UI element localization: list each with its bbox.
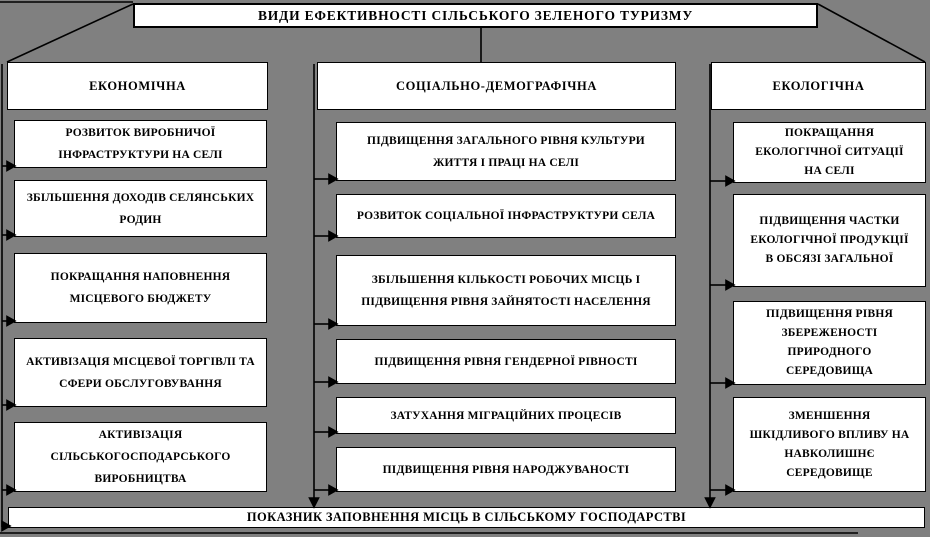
column-header-socio-demographic: СОЦІАЛЬНО-ДЕМОГРАФІЧНА [317, 62, 676, 110]
ecological-item-1: ПОКРАЩАННЯ ЕКОЛОГІЧНОЇ СИТУАЦІЇ НА СЕЛІ [733, 122, 926, 183]
economic-item-5: АКТИВІЗАЦІЯ СІЛЬСЬКОГОСПОДАРСЬКОГО ВИРОБНИЦТВА [14, 422, 267, 492]
ecological-connector [706, 64, 735, 507]
ecological-item-2: ПІДВИЩЕННЯ ЧАСТКИ ЕКОЛОГІЧНОЇ ПРОДУКЦІЇ В ОБСЯЗІ ЗАГАЛЬНОЇ [733, 194, 926, 287]
socio-item-2: РОЗВИТОК СОЦІАЛЬНОЇ ІНФРАСТРУКТУРИ СЕЛА [336, 194, 676, 238]
title-box: ВИДИ ЕФЕКТИВНОСТІ СІЛЬСЬКОГО ЗЕЛЕНОГО ТУРИЗМУ [133, 3, 818, 28]
socio-item-6: ПІДВИЩЕННЯ РІВНЯ НАРОДЖУВАНОСТІ [336, 447, 676, 492]
ecological-item-3: ПІДВИЩЕННЯ РІВНЯ ЗБЕРЕЖЕНОСТІ ПРИРОДНОГО СЕРЕДОВИЩА [733, 301, 926, 385]
socio-item-5: ЗАТУХАННЯ МІГРАЦІЙНИХ ПРОЦЕСІВ [336, 397, 676, 434]
economic-item-4: АКТИВІЗАЦІЯ МІСЦЕВОЇ ТОРГІВЛІ ТА СФЕРИ ОБСЛУГОВУВАННЯ [14, 338, 267, 407]
column-header-ecological: ЕКОЛОГІЧНА [711, 62, 926, 110]
arrowhead-icon [706, 498, 715, 507]
socio-item-3: ЗБІЛЬШЕННЯ КІЛЬКОСТІ РОБОЧИХ МІСЦЬ І ПІДВИЩЕННЯ РІВНЯ ЗАЙНЯТОСТІ НАСЕЛЕННЯ [336, 255, 676, 326]
socio-connector [310, 64, 338, 507]
arrowhead-icon [310, 498, 319, 507]
footer-box: ПОКАЗНИК ЗАПОВНЕННЯ МІСЦЬ В СІЛЬСЬКОМУ ГОСПОДАРСТВІ [8, 507, 925, 528]
ecological-item-4: ЗМЕНШЕННЯ ШКІДЛИВОГО ВПЛИВУ НА НАВКОЛИШНЄ СЕРЕДОВИЩЕ [733, 397, 926, 492]
socio-item-1: ПІДВИЩЕННЯ ЗАГАЛЬНОГО РІВНЯ КУЛЬТУРИ ЖИТТЯ І ПРАЦІ НА СЕЛІ [336, 122, 676, 181]
economic-item-3: ПОКРАЩАННЯ НАПОВНЕННЯ МІСЦЕВОГО БЮДЖЕТУ [14, 253, 267, 323]
economic-item-1: РОЗВИТОК ВИРОБНИЧОЇ ІНФРАСТРУКТУРИ НА СЕЛІ [14, 120, 267, 168]
socio-item-4: ПІДВИЩЕННЯ РІВНЯ ГЕНДЕРНОЇ РІВНОСТІ [336, 339, 676, 384]
column-header-economic: ЕКОНОМІЧНА [7, 62, 268, 110]
economic-item-2: ЗБІЛЬШЕННЯ ДОХОДІВ СЕЛЯНСЬКИХ РОДИН [14, 180, 267, 237]
